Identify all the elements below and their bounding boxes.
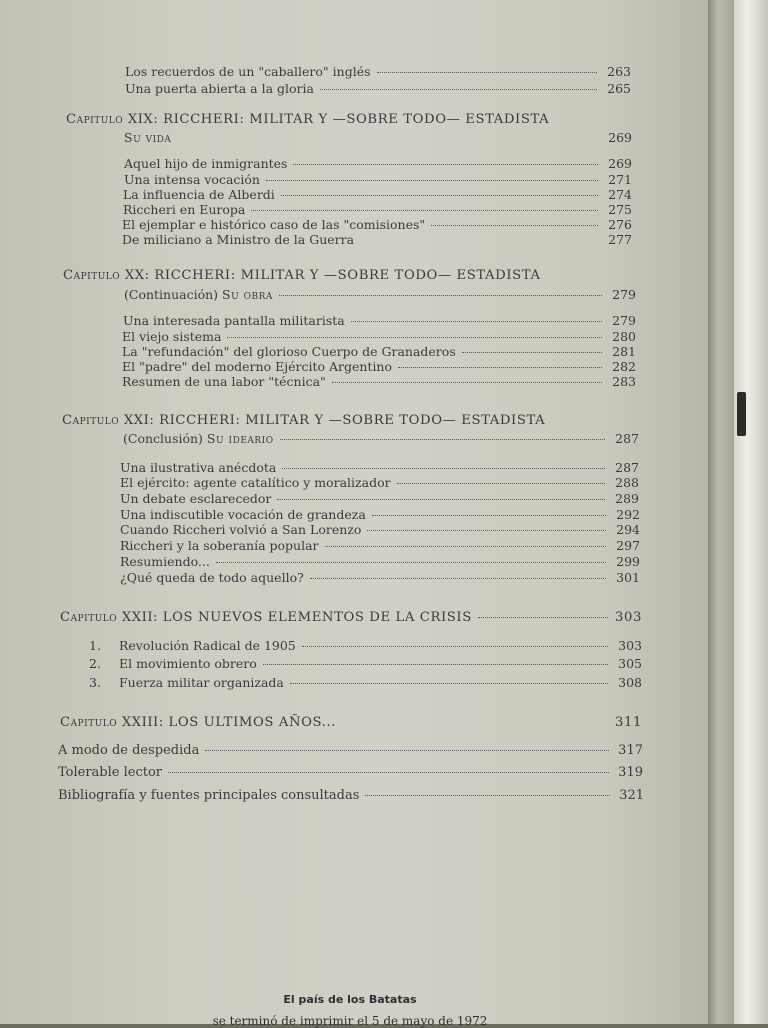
entry-page: 301 bbox=[616, 570, 640, 585]
entry-title: El ejército: agente catalítico y moralizador bbox=[120, 475, 391, 490]
entry-title: Los recuerdos de un "caballero" inglés bbox=[125, 64, 371, 79]
chapter-heading bbox=[66, 112, 594, 127]
entry-title: Una intensa vocación bbox=[124, 172, 260, 187]
entry-page: 317 bbox=[618, 743, 643, 758]
chapter-title: RICCHERI: MILITAR Y —SOBRE TODO— ESTADISTA bbox=[163, 112, 550, 127]
toc-entry bbox=[122, 329, 636, 344]
dot-leader bbox=[277, 499, 605, 500]
entry-page: 274 bbox=[608, 187, 632, 202]
chapter-title: LOS ULTIMOS AÑOS... bbox=[168, 715, 337, 730]
entry-page: 292 bbox=[616, 507, 640, 522]
entry-page: 271 bbox=[608, 172, 632, 187]
entry-title: El viejo sistema bbox=[122, 329, 222, 344]
entry-title: Tolerable lector bbox=[58, 765, 163, 780]
toc-entry bbox=[122, 344, 636, 359]
toc-entry bbox=[123, 187, 632, 202]
entry-title: ¿Qué queda de todo aquello? bbox=[120, 570, 304, 585]
entry-page: 269 bbox=[608, 156, 632, 171]
chapter-heading bbox=[62, 413, 602, 428]
dot-leader bbox=[310, 578, 606, 579]
dot-leader bbox=[365, 795, 610, 796]
entry-title: El ejemplar e histórico caso de las "comisiones" bbox=[122, 217, 426, 232]
entry-title: La influencia de Alberdi bbox=[123, 187, 275, 202]
chapter-subtitle-prefix: (Continuación) bbox=[124, 287, 219, 302]
toc-entry bbox=[120, 507, 640, 522]
colophon-printing-note: se terminó de imprimir el 5 de mayo de 1972 bbox=[212, 1014, 488, 1028]
entry-page: 294 bbox=[616, 522, 640, 537]
dot-leader bbox=[290, 683, 608, 684]
entry-title: Cuando Riccheri volvió a San Lorenzo bbox=[120, 522, 362, 537]
entry-title: Un debate esclarecedor bbox=[120, 491, 272, 506]
entry-title: La "refundación" del glorioso Cuerpo de Granaderos bbox=[122, 344, 456, 359]
toc-entry bbox=[120, 491, 639, 506]
entry-page: 297 bbox=[616, 538, 640, 553]
entry-page: 281 bbox=[612, 344, 636, 359]
entry-page: 303 bbox=[618, 638, 642, 653]
toc-entry bbox=[122, 232, 632, 247]
dot-leader bbox=[320, 89, 597, 90]
entry-title: Fuerza militar organizada bbox=[119, 675, 284, 690]
dot-leader bbox=[478, 617, 608, 618]
entry-title: Aquel hijo de inmigrantes bbox=[124, 156, 288, 171]
chapter-page: 279 bbox=[612, 287, 636, 302]
toc-entry bbox=[120, 522, 640, 537]
dot-leader bbox=[227, 337, 602, 338]
toc-entry bbox=[123, 313, 636, 328]
toc-entry bbox=[125, 64, 631, 79]
chapter-page: 303 bbox=[615, 610, 642, 625]
book-spine-shadow bbox=[708, 0, 734, 1024]
entry-page: 287 bbox=[615, 460, 639, 475]
toc-entry bbox=[125, 81, 631, 96]
entry-title: Una indiscutible vocación de grandeza bbox=[120, 507, 366, 522]
toc-entry bbox=[58, 765, 643, 780]
toc-entry bbox=[122, 374, 636, 389]
toc-entry bbox=[122, 217, 632, 232]
dot-leader bbox=[251, 210, 598, 211]
chapter-label: Capitulo XX: bbox=[63, 268, 150, 283]
entry-page: 280 bbox=[612, 329, 636, 344]
chapter-title: LOS NUEVOS ELEMENTOS DE LA CRISIS bbox=[162, 610, 472, 625]
entry-title: Riccheri en Europa bbox=[123, 202, 246, 217]
entry-title: Una puerta abierta a la gloria bbox=[125, 81, 314, 96]
dot-leader bbox=[302, 646, 608, 647]
toc-entry bbox=[124, 172, 632, 187]
dot-leader bbox=[279, 295, 602, 296]
entry-page: 263 bbox=[607, 64, 631, 79]
entry-page: 321 bbox=[619, 788, 644, 803]
dot-leader bbox=[397, 483, 605, 484]
toc-entry bbox=[89, 656, 642, 671]
dot-leader bbox=[325, 546, 606, 547]
entry-number: 3. bbox=[89, 675, 101, 690]
entry-title: Resumiendo... bbox=[120, 554, 210, 569]
toc-entry bbox=[120, 460, 639, 475]
chapter-title: RICCHERI: MILITAR Y —SOBRE TODO— ESTADISTA bbox=[159, 413, 546, 428]
dot-leader bbox=[398, 367, 602, 368]
dot-leader bbox=[205, 750, 609, 751]
dot-leader bbox=[431, 225, 598, 226]
entry-page: 299 bbox=[616, 554, 640, 569]
toc-entry bbox=[120, 475, 639, 490]
chapter-label: Capitulo XXII: bbox=[60, 610, 158, 625]
colophon-title: El país de los Batatas bbox=[283, 993, 417, 1006]
entry-title: A modo de despedida bbox=[58, 743, 200, 758]
toc-entry bbox=[58, 743, 643, 758]
entry-title: Riccheri y la soberanía popular bbox=[120, 538, 319, 553]
chapter-subtitle: Su ideario bbox=[206, 431, 274, 446]
toc-entry bbox=[120, 554, 640, 569]
chapter-title: RICCHERI: MILITAR Y —SOBRE TODO— ESTADISTA bbox=[154, 268, 541, 283]
chapter-page: 287 bbox=[615, 431, 639, 446]
toc-entry bbox=[89, 638, 642, 653]
toc-entry bbox=[58, 788, 644, 803]
chapter-page: 311 bbox=[615, 715, 642, 730]
entry-page: 283 bbox=[612, 374, 636, 389]
dot-leader bbox=[377, 72, 597, 73]
toc-entry bbox=[120, 538, 640, 553]
entry-page: 288 bbox=[615, 475, 639, 490]
chapter-page: 269 bbox=[608, 130, 632, 145]
chapter-subheading bbox=[124, 287, 636, 302]
entry-page: 277 bbox=[608, 232, 632, 247]
entry-title: De miliciano a Ministro de la Guerra bbox=[122, 232, 355, 247]
dot-leader bbox=[216, 562, 606, 563]
chapter-subheading bbox=[123, 431, 639, 446]
chapter-heading bbox=[60, 610, 642, 625]
entry-page: 276 bbox=[608, 217, 632, 232]
chapter-heading bbox=[60, 715, 642, 730]
entry-number: 1. bbox=[89, 638, 101, 653]
entry-page: 308 bbox=[618, 675, 642, 690]
entry-title: Bibliografía y fuentes principales consultadas bbox=[58, 788, 360, 803]
toc-entry bbox=[122, 359, 636, 374]
dot-leader bbox=[266, 180, 598, 181]
entry-page: 305 bbox=[618, 656, 642, 671]
chapter-label: Capitulo XIX: bbox=[66, 112, 159, 127]
toc-entry bbox=[124, 156, 632, 171]
toc-entry bbox=[120, 570, 640, 585]
dot-leader bbox=[293, 164, 598, 165]
chapter-subtitle: Su vida bbox=[124, 130, 172, 145]
dot-leader bbox=[282, 468, 605, 469]
bookmark-tab bbox=[737, 392, 746, 436]
dot-leader bbox=[281, 195, 598, 196]
entry-page: 275 bbox=[608, 202, 632, 217]
dot-leader bbox=[351, 321, 602, 322]
chapter-heading bbox=[63, 268, 597, 283]
entry-title: Revolución Radical de 1905 bbox=[119, 638, 296, 653]
toc-entry bbox=[123, 202, 632, 217]
entry-title: Una interesada pantalla militarista bbox=[123, 313, 345, 328]
dot-leader bbox=[280, 439, 605, 440]
chapter-label: Capitulo XXI: bbox=[62, 413, 155, 428]
toc-entry bbox=[89, 675, 642, 690]
book-page-edge bbox=[734, 0, 768, 1024]
entry-number: 2. bbox=[89, 656, 101, 671]
chapter-label: Capitulo XXIII: bbox=[60, 715, 164, 730]
dot-leader bbox=[168, 772, 609, 773]
chapter-subtitle-prefix: (Conclusión) bbox=[123, 431, 203, 446]
entry-title: El "padre" del moderno Ejército Argentino bbox=[122, 359, 393, 374]
dot-leader bbox=[332, 382, 602, 383]
entry-title: El movimiento obrero bbox=[119, 656, 257, 671]
entry-page: 279 bbox=[612, 313, 636, 328]
dot-leader bbox=[263, 664, 608, 665]
entry-page: 282 bbox=[612, 359, 636, 374]
chapter-subheading bbox=[124, 130, 632, 145]
dot-leader bbox=[372, 515, 606, 516]
dot-leader bbox=[462, 352, 602, 353]
entry-page: 319 bbox=[618, 765, 643, 780]
entry-page: 289 bbox=[615, 491, 639, 506]
entry-page: 265 bbox=[607, 81, 631, 96]
dot-leader bbox=[367, 530, 606, 531]
chapter-subtitle: Su obra bbox=[222, 287, 273, 302]
entry-title: Una ilustrativa anécdota bbox=[120, 460, 277, 475]
entry-title: Resumen de una labor "técnica" bbox=[122, 374, 326, 389]
